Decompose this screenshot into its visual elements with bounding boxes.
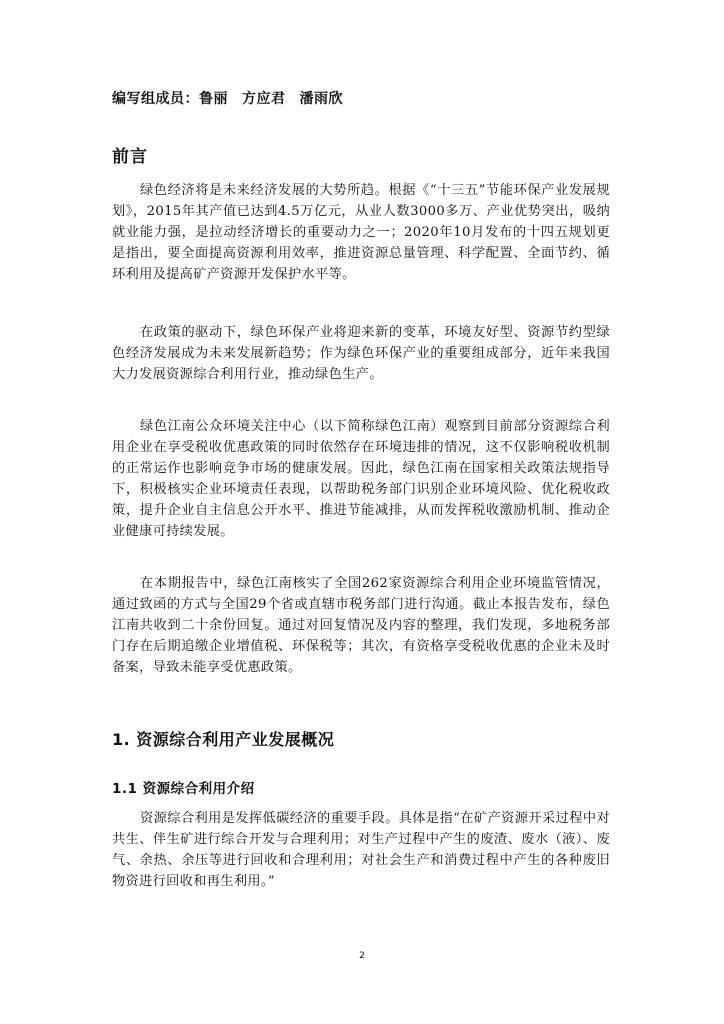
preface-paragraph-4: 在本期报告中，绿色江南核实了全国262家资源综合利用企业环境监管情况，通过致函的方式与全国29个省或直辖市税务部门进行沟通。截止本报告发布，绿色江南共收到二十余份回复。通过对回复情况及内容的整理，我们发现，多地税务部门存在后期追缴企业增值税、环保税等；其次，有资格享受税收优惠的企业未及时备案，导致未能享受优惠政策。 bbox=[112, 576, 610, 675]
author-name: 鲁丽 bbox=[199, 91, 228, 107]
preface-paragraph-2: 在政策的驱动下，绿色环保产业将迎来新的变革，环境友好型、资源节约型绿色经济发展成为未来发展新趋势；作为绿色环保产业的重要组成部分，近年来我国大力发展资源综合利用行业，推动绿色生产。 bbox=[112, 325, 610, 382]
author-name: 潘雨欣 bbox=[299, 91, 343, 107]
page-number: 2 bbox=[359, 951, 365, 961]
subsection-paragraph: 资源综合利用是发挥低碳经济的重要手段。具体是指“在矿产资源开采过程中对共生、伴生矿进行综合开发与合理利用；对生产过程中产生的废渣、废水（液）、废气、余热、余压等进行回收和合理利用；对社会生产和消费过程中产生的各种废旧物资进行回收和再生利用。” bbox=[112, 811, 610, 889]
subsection-heading: 1.1 资源综合利用介绍 bbox=[112, 781, 255, 797]
author-label: 编写组成员： bbox=[112, 91, 199, 107]
preface-paragraph-3: 绿色江南公众环境关注中心（以下简称绿色江南）观察到目前部分资源综合利用企业在享受税收优惠政策的同时依然存在环境违排的情况，这不仅影响税收机制的正常运作也影响竞争市场的健康发展。因此，绿色江南在国家相关政策法规指导下，积极核实企业环境责任表现，以帮助税务部门识别企业环境风险、优化税收政策，提升企业自主信息公开水平、推进节能减排，从而发挥税收激励机制、推动企业健康可持续发展。 bbox=[112, 419, 610, 539]
author-list bbox=[112, 88, 343, 108]
preface-heading: 前言 bbox=[112, 147, 148, 167]
section-heading: 1. 资源综合利用产业发展概况 bbox=[112, 730, 335, 749]
preface-paragraph-1: 绿色经济将是未来经济发展的大势所趋。根据《“十三五”节能环保产业发展规划》，2015年其产值已达到4.5万亿元，从业人数3000多万、产业优势突出，吸纳就业能力强，是拉动经济增长的重要动力之一；2020年10月发布的十四五规划更是指出，要全面提高资源利用效率，推进资源总量管理、科学配置、全面节约、循环利用及提高矿产资源开发保护水平等。 bbox=[112, 183, 610, 282]
author-name: 方应君 bbox=[242, 91, 286, 107]
